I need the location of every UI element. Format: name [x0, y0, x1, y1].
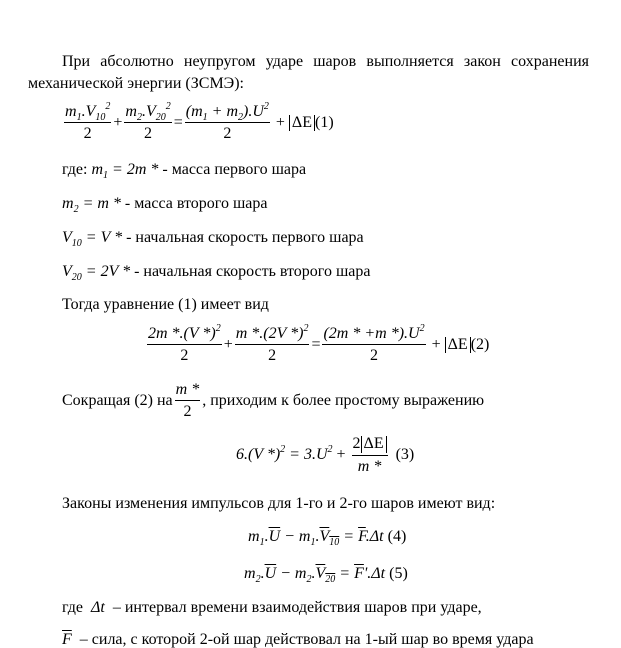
definition-m1: где: $m_1 = 2m$ * - масса первого шара	[62, 161, 307, 181]
reduction-line: Сокращая (2) на m * 2 , приходим к более простому выражению	[62, 381, 485, 420]
equation-1	[62, 101, 334, 142]
eq2-fraction-rhs: $\frac{(2m * +m *).U^2}{2}$	[323, 323, 425, 364]
then-text: Тогда уравнение (1) имеет вид	[62, 296, 269, 313]
eq2-number: (2)	[470, 336, 490, 353]
definition-v20: $V_{20} = 2V$ * - начальная скорость второго шара	[62, 263, 371, 283]
eq3-fraction: $\frac{2 \Delta E}{m *}$	[352, 436, 388, 475]
eq1-fraction-rhs: $\frac{(m_1 + m_2).U^2}{2}$	[185, 101, 269, 142]
eq1-equals: =	[173, 114, 183, 131]
equation-4: $m_1.\overline{U} - m_1.V_{10} = \overline{F}.\Delta t$ (4)	[248, 528, 407, 548]
definition-m2: $m_2 = m$ * - масса второго шара	[62, 195, 268, 215]
force-line: $\overline{F}$ – сила, с которой 2-ой шар действовал на 1-ый шар во время удара	[62, 631, 534, 648]
eq2-plus-2: +	[431, 336, 441, 353]
equation-5: $m_2.\overline{U} - m_2.V_{20} = \overline{F}'.\Delta t$ (5)	[244, 565, 408, 585]
intro-line-1: При абсолютно неупругом ударе шаров выполняется закон сохранения	[62, 53, 589, 70]
eq1-delta-e: ΔE	[289, 115, 315, 132]
intro-line-2: механической энергии (ЗСМЭ):	[28, 75, 244, 92]
eq1-plus-2: +	[275, 114, 285, 131]
reduction-fraction: m * 2	[175, 381, 200, 420]
eq1-fraction-2: $\frac{m_2.V_{20}^2}{2}$	[125, 101, 171, 142]
eq2-fraction-2: $\frac{m *.(2V *)^2}{2}$	[235, 323, 309, 364]
eq2-delta-e: ΔE	[445, 337, 471, 354]
momentum-text: Законы изменения импульсов для 1-го и 2-го шаров имеют вид:	[62, 495, 496, 512]
eq2-equals: =	[311, 336, 321, 353]
eq2-plus: +	[223, 336, 233, 353]
equation-3: 6.(V $*)^2 = 3.U^2$ + $\frac{2 \Delta E}{m *}$ (3)	[236, 435, 415, 475]
definition-v10: $V_{10} = V$ * - начальная скорость первого шара	[62, 229, 364, 249]
eq1-fraction-1: $m_1.V_{10}^2$ 2	[65, 101, 111, 142]
eq1-plus: +	[113, 114, 123, 131]
eq2-fraction-1: 2m *.(V *)$^2$ 2	[148, 323, 221, 364]
eq1-number: (1)	[314, 114, 334, 131]
interval-line: где Δt – интервал времени взаимодействия шаров при ударе,	[62, 599, 482, 616]
eq3-number: (3)	[395, 446, 415, 464]
equation-2	[145, 323, 490, 364]
